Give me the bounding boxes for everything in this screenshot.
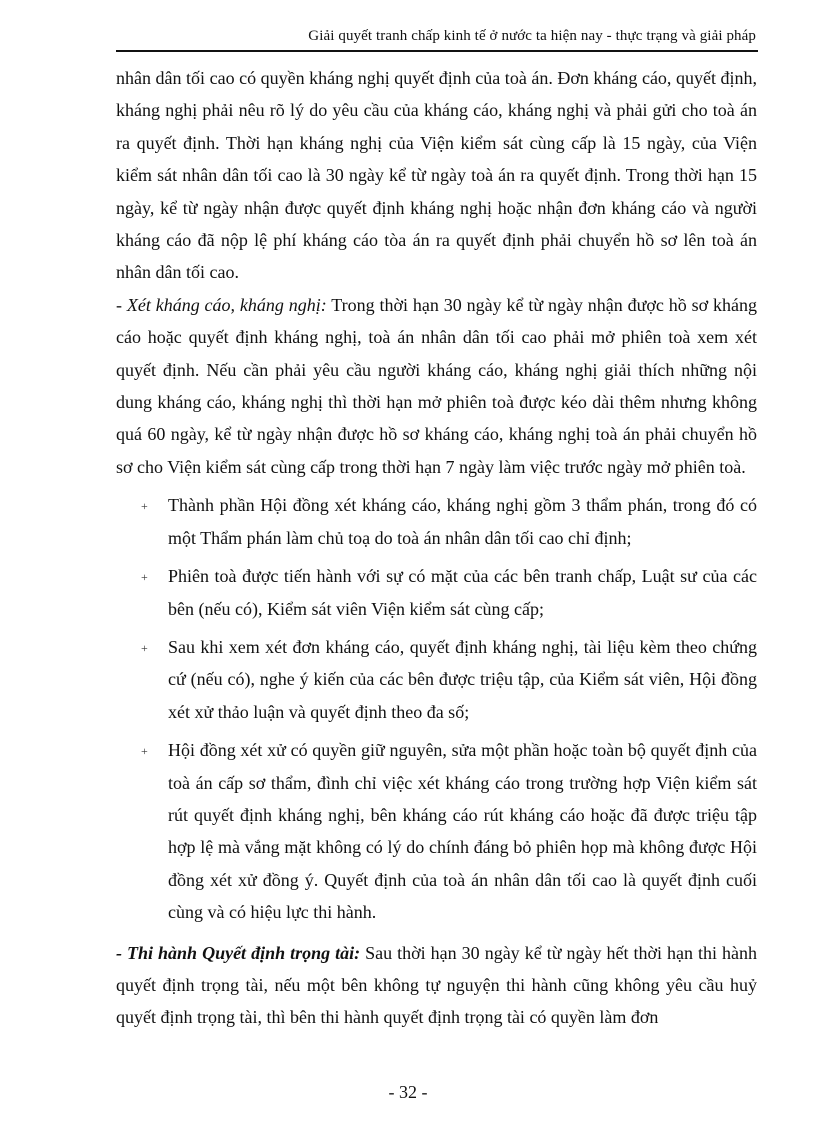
list-item-text: Hội đồng xét xử có quyền giữ nguyên, sửa một phần hoặc toàn bộ quyết định của toà án cấp sơ thẩm, đình chỉ việc xét kháng cáo trong trường hợp Viện kiểm sát rút quyết định kháng nghị, bên kháng cáo rút kháng cáo hoặc đã được triệu tập hợp lệ mà vắng mặt không có lý do chính đáng bỏ phiên họp mà không được Hội đồng xét xử đồng ý. Quyết định của toà án nhân dân tối cao là quyết định cuối cùng và có hiệu lực thi hành. xyxy=(168,740,757,923)
paragraph-appeal-review xyxy=(116,289,757,483)
list-item-text: Phiên toà được tiến hành với sự có mặt của các bên tranh chấp, Luật sư của các bên (nếu có), Kiểm sát viên Viện kiểm sát cùng cấp; xyxy=(168,566,757,619)
plus-bullet-icon: + xyxy=(141,499,148,514)
appeal-review-heading: - Xét kháng cáo, kháng nghị: xyxy=(116,294,327,315)
list-item xyxy=(116,631,757,728)
plus-bullet-icon: + xyxy=(141,640,148,655)
arbitration-enforcement-text: Sau thời hạn 30 ngày kể từ ngày hết thời hạn thi hành quyết định trọng tài, nếu một bên không tự nguyện thi hành cũng không yêu cầu huỷ quyết định trọng tài, thì bên thi hành quyết định trọng tài có quyền làm đơn xyxy=(116,942,757,1028)
header-rule xyxy=(116,50,758,52)
list-item-text: Sau khi xem xét đơn kháng cáo, quyết định kháng nghị, tài liệu kèm theo chứng cứ (nếu có), nghe ý kiến của các bên được triệu tập, của Kiểm sát viên, Hội đồng xét xử thảo luận và quyết định theo đa số; xyxy=(168,636,757,722)
page-body xyxy=(116,62,757,1034)
arbitration-enforcement-heading: - Thi hành Quyết định trọng tài: xyxy=(116,942,361,963)
list-item xyxy=(116,489,757,554)
procedure-list xyxy=(116,489,757,928)
paragraph-arbitration-enforcement xyxy=(116,937,757,1034)
page-number: - 32 - xyxy=(388,1082,428,1102)
running-header: Giải quyết tranh chấp kinh tế ở nước ta hiện nay - thực trạng và giải pháp xyxy=(308,28,756,44)
plus-bullet-icon: + xyxy=(141,744,148,759)
list-item xyxy=(116,734,757,928)
list-item-text: Thành phần Hội đồng xét kháng cáo, kháng nghị gồm 3 thẩm phán, trong đó có một Thẩm phán làm chủ toạ do toà án nhân dân tối cao chỉ định; xyxy=(168,495,757,548)
paragraph-continuation: nhân dân tối cao có quyền kháng nghị quyết định của toà án. Đơn kháng cáo, quyết định, kháng nghị phải nêu rõ lý do yêu cầu của kháng cáo, kháng nghị và phải gửi cho toà án ra quyết định. Thời hạn kháng nghị của Viện kiểm sát cùng cấp là 15 ngày, của Viện kiểm sát nhân dân tối cao là 30 ngày kể từ ngày toà án ra quyết định. Trong thời hạn 15 ngày, kể từ ngày nhận được quyết định kháng nghị hoặc nhận đơn kháng cáo và người kháng cáo đã nộp lệ phí kháng cáo tòa án ra quyết định phải chuyển hồ sơ lên toà án nhân dân tối cao. xyxy=(116,68,757,283)
appeal-review-text: Trong thời hạn 30 ngày kể từ ngày nhận được hồ sơ kháng cáo hoặc quyết định kháng nghị, toà án nhân dân tối cao phải mở phiên toà xem xét quyết định. Nếu cần phải yêu cầu người kháng cáo, kháng nghị giải thích những nội dung kháng cáo, kháng nghị thì thời hạn mở phiên toà được kéo dài thêm nhưng không quá 60 ngày, kể từ ngày nhận được hồ sơ kháng cáo, kháng nghị toà án phải chuyển hồ sơ cho Viện kiểm sát cùng cấp trong thời hạn 7 ngày làm việc trước ngày mở phiên toà. xyxy=(116,294,758,477)
list-item xyxy=(116,560,757,625)
plus-bullet-icon: + xyxy=(141,570,148,585)
